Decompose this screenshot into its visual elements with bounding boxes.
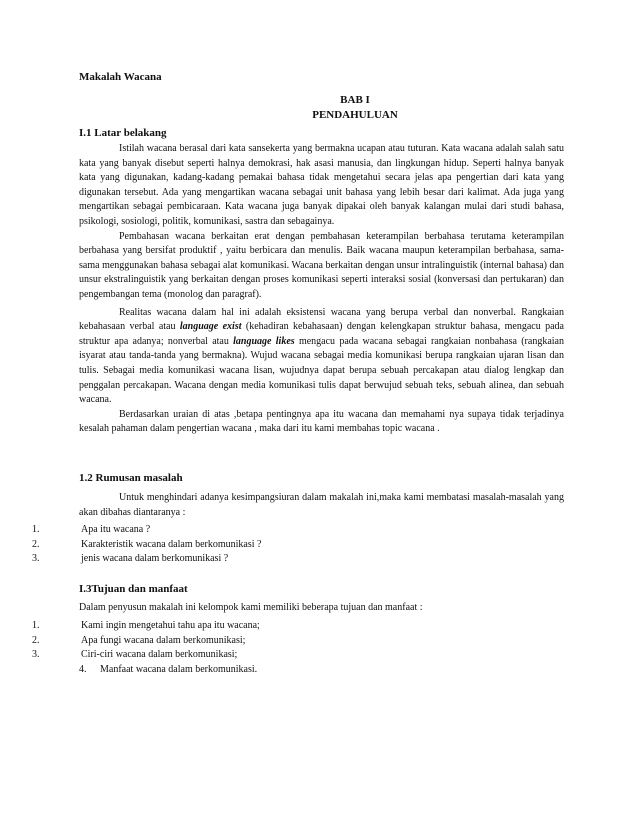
term-language-likes: language likes <box>233 335 295 347</box>
section-latar-belakang-body <box>79 142 564 437</box>
list-item <box>0 663 600 678</box>
list-item <box>0 619 600 634</box>
list-item-number: 1. <box>32 524 40 535</box>
paragraph-1: Istilah wacana berasal dari kata sansekerta yang bermakna ucapan atau tuturan. Kata wacana adalah salah satu kata yang banyak disebut seperti halnya demokrasi, hak asasi manusia, dan lingkungan hidup. Seperti halnya banyak kata yang digunakan, kadang-kadang pemakai bahasa tidak mengetahui secara jelas apa pengertian dari kata yang digunakan tersebut. Ada yang mengartikan wacana sebagai unit bahasa yang lebih besar dari kalimat. Ada juga yang mengartikan sebagai pembicaraan. Kata wacana juga banyak dipakai oleh banyak kalangan mulai dari studi bahasa, psikologi, sosiologi, politik, komunikasi, sastra dan sebagainya. <box>79 143 564 227</box>
rumusan-masalah-intro <box>79 491 564 520</box>
list-item-text: Manfaat wacana dalam berkomunikasi. <box>100 663 258 675</box>
list-item <box>0 648 600 663</box>
document-title: Makalah Wacana <box>79 71 162 83</box>
paragraph-rumusan-intro: Untuk menghindari adanya kesimpangsiuran dalam makalah ini,maka kami membatasi masalah-masalah yang akan dibahas diantaranya : <box>79 492 564 518</box>
section-heading-rumusan-masalah: 1.2 Rumusan masalah <box>79 472 183 484</box>
list-item-text: Karakteristik wacana dalam berkomunikasi ? <box>81 538 262 550</box>
rumusan-masalah-list <box>0 523 600 567</box>
paragraph-3-part-b: (kehadiran kebahasaan) dengan kelengkapan struktur bahasa, mengacu pada struktur apa adanya; nonverbal atau <box>79 321 564 347</box>
chapter-number: BAB I <box>340 94 370 106</box>
term-language-exist: language exist <box>179 321 242 333</box>
section-heading-tujuan-manfaat: I.3Tujuan dan manfaat <box>79 583 188 595</box>
paragraph-3 <box>79 306 564 408</box>
list-item <box>0 523 600 538</box>
list-item-number: 2. <box>32 634 40 646</box>
chapter-name: PENDAHULUAN <box>312 109 398 121</box>
list-item-number: 1. <box>32 620 40 631</box>
paragraph-tujuan-intro: Dalam penyusun makalah ini kelompok kami memiliki beberapa tujuan dan manfaat : <box>79 602 423 613</box>
list-item-text: Apa itu wacana ? <box>81 524 151 535</box>
paragraph-3-part-c: mengacu pada wacana sebagai rangkaian nonbahasa (rangkaian isyarat atau tanda-tanda yang bermakna). Wujud wacana sebagai media komunikasi berupa rangkaian ujaran lisan dan tulis. Sebagai media komunikasi wacana lisan, wujudnya dapat berupa sebuah percakapan atau dialog lengkap dan penggalan percakapan. Wacana dengan media komunikasi tulis dapat berwujud sebuah teks, sebuah alinea, dan sebuah wacana. <box>79 335 564 406</box>
paragraph-4: Berdasarkan uraian di atas ,betapa pentingnya apa itu wacana dan memahami nya supaya tidak terjadinya kesalah pahaman dalam pengertian wacana , maka dari itu kami membahas topic wacana . <box>79 408 564 435</box>
list-item-number: 4. <box>79 663 87 675</box>
list-item <box>0 538 600 553</box>
list-item-number: 3. <box>32 553 40 564</box>
list-item-text: Kami ingin mengetahui tahu apa itu wacana; <box>81 620 260 631</box>
tujuan-manfaat-intro <box>79 601 564 616</box>
list-item-text: jenis wacana dalam berkomunikasi ? <box>81 553 229 564</box>
list-item-number: 3. <box>32 649 40 660</box>
section-heading-latar-belakang: I.1 Latar belakang <box>79 127 167 139</box>
list-item <box>0 634 600 649</box>
tujuan-manfaat-list <box>0 619 600 677</box>
paragraph-2: Pembahasan wacana berkaitan erat dengan pembahasan keterampilan berbahasa terutama keterampilan berbahasa yang bersifat produktif , yaitu berbicara dan menulis. Baik wacana maupun keterampilan berbahasa, sama-sama menggunakan bahasa sebagai alat komunikasi. Wacana berkaitan dengan unsur intralinguistik (internal bahasa) dan unsur ekstralinguistik yang berkaitan dengan proses komunikasi seperti interaksi sosial (konversasi dan pertukaran) dan pengembangan tema (monolog dan paragraf). <box>79 230 564 300</box>
list-item-text: Apa fungi wacana dalam berkomunikasi; <box>81 634 246 646</box>
list-item <box>0 552 600 567</box>
list-item-number: 2. <box>32 538 40 550</box>
paragraph-3-part-a: Realitas wacana dalam hal ini adalah eksistensi wacana yang berupa verbal dan nonverbal. Rangkaian kebahasaan verbal atau <box>79 306 564 333</box>
list-item-text: Ciri-ciri wacana dalam berkomunikasi; <box>81 649 238 660</box>
